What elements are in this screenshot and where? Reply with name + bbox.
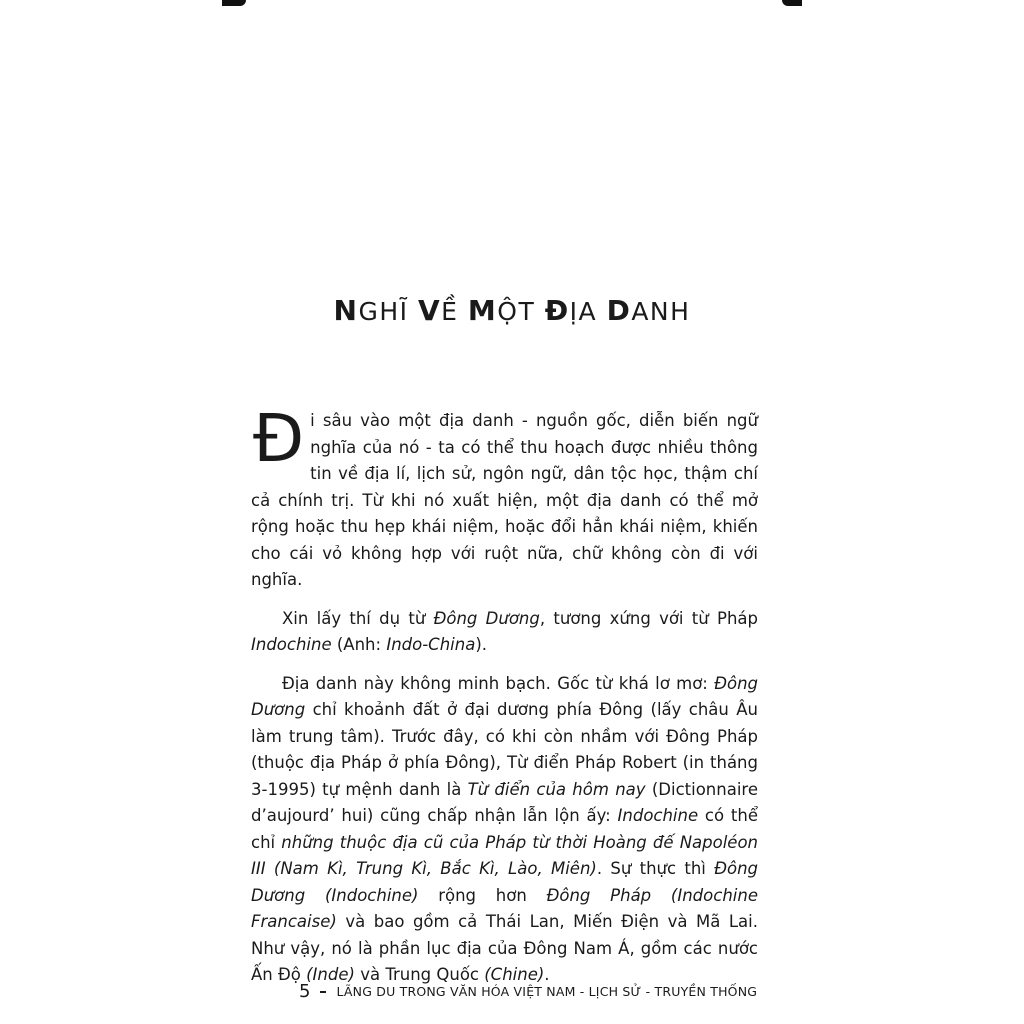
drop-cap: Đ (253, 400, 305, 477)
page-edge-mark-right (782, 0, 802, 6)
page-footer (299, 981, 757, 1002)
title-part: ỘT (497, 297, 545, 326)
title-part: ỊA (569, 297, 607, 326)
text-run: có thể chỉ (251, 806, 758, 852)
page-number: 5 (299, 981, 311, 1002)
italic-text: Đông Dương (Indochine) (251, 859, 758, 905)
title-part: M (467, 294, 498, 327)
text-run: (Dictionnaire d’aujourd’ hui) cũng chấp nhận lẫn lộn ấy: (251, 779, 758, 825)
italic-text: Đông Dương (433, 608, 540, 628)
text-run: . Sự thực thì (596, 859, 715, 878)
title-part: Đ (544, 294, 570, 327)
italic-text: Indo-China (386, 635, 476, 654)
text-run: Địa danh này không minh bạch. Gốc từ khá lơ mơ: (282, 673, 715, 693)
text-run: . (544, 965, 550, 984)
text-run: và Trung Quốc (354, 965, 485, 984)
italic-text: (Inde) (306, 965, 355, 984)
footer-separator (320, 991, 326, 993)
paragraph (251, 671, 758, 989)
title-part: N (333, 294, 359, 327)
italic-text: Indochine (617, 806, 699, 825)
italic-text: Từ điển của hôm nay (467, 779, 646, 799)
paragraph (251, 400, 758, 594)
italic-text: (Chine) (484, 965, 545, 984)
text-run: (Anh: (331, 635, 387, 654)
text-run: rộng hơn (418, 885, 547, 905)
italic-text: Indochine (251, 635, 332, 654)
text-run: , tương xứng với từ Pháp (539, 608, 758, 628)
text-run: chỉ khoảnh đất ở đại dương phía Đông (lấy châu Âu làm trung tâm). Trước đây, có khi còn nhầm với Đông Pháp (thuộc địa Pháp ở phía Đông), Từ điển Pháp Robert (in tháng 3-1995) tự mệnh danh là (251, 700, 758, 799)
text-run: i sâu vào một địa danh - nguồn gốc, diễn biến ngữ nghĩa của nó - ta có thể thu hoạch được nhiều thông tin về địa lí, lịch sử, ngôn ngữ, dân tộc học, thậm chí cả chính trị. Từ khi nó xuất hiện, một địa danh có thể mở rộng hoặc thu hẹp khái niệm, hoặc đổi hẳn khái niệm, khiến cho cái vỏ không hợp với ruột nữa, chữ không còn đi với nghĩa. (251, 411, 758, 589)
title-part: ANH (631, 297, 691, 326)
text-run: Xin lấy thí dụ từ (282, 608, 434, 628)
title-part: Ề (441, 297, 468, 326)
chapter-title (0, 294, 1024, 327)
body-text (251, 400, 759, 1001)
title-part: GHĨ (358, 297, 418, 326)
title-part: V (417, 294, 442, 327)
italic-text: Đông Dương (251, 673, 758, 719)
text-run: ). (475, 635, 487, 654)
text-run: và bao gồm cả Thái Lan, Miến Điện và Mã Lai. Như vậy, nó là phần lục địa của Đông Nam Á, gồm các nước Ấn Độ (251, 912, 758, 984)
page-edge-mark-left (222, 0, 246, 6)
paragraph (251, 606, 758, 659)
italic-text: những thuộc địa cũ của Pháp từ thời Hoàng đế Napoléon III (Nam Kì, Trung Kì, Bắc Kì, Lào, Miên) (251, 832, 759, 878)
italic-text: Đông Pháp (Indochine Francaise) (251, 885, 758, 931)
running-title: LÃNG DU TRONG VĂN HÓA VIỆT NAM - LỊCH SỬ - TRUYỀN THỐNG (336, 984, 758, 999)
title-part: D (606, 294, 632, 327)
